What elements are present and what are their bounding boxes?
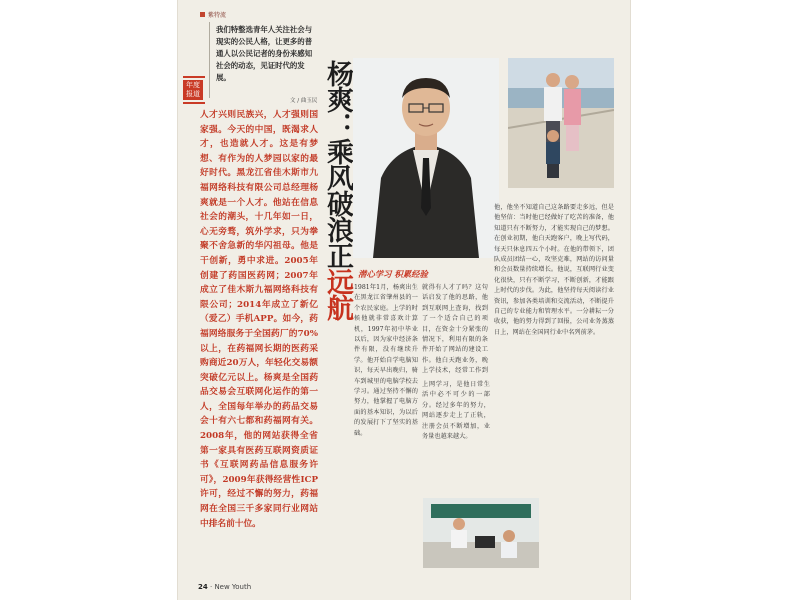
body-column-2: 就得有人才了吗？这句话启发了他的思路，他到互联网上查询，找到了一个适合自己的项目，在资金十分紧张的情况下，利用有限的条件开始了网站的建设工作。他白天跑业务，晚上学技术，经常工作到 [422, 284, 488, 375]
intro-text: 我们特整选青年人关注社会与现实的公民人格，让更多的普通人以公民记者的身份来感知社会的动态，见证时代的发展。 [216, 25, 313, 82]
section-subhead: 潜心学习 积累经验 [358, 269, 428, 279]
body-column-2b: 上网学习，是他日常生活中必不可少的一部分。经过多年的努力，网站逐步走上了正轨，注册会员不断增加，业务量也越来越大。 [422, 381, 490, 441]
title-accent: 远航 [322, 268, 353, 320]
office-photo [423, 498, 539, 568]
footer-separator: · [209, 583, 215, 591]
body-column-3: 他，他坐不知道自己这条路要走多远，但是他坚信：当时他已经做好了吃苦的准备，他知道只有不断努力，才能实现自己的梦想。在创业初期，他白天跑客户，晚上写代码，每天只休息四五个小时。在他的带领下，团队成员团结一心，攻坚克难，网站的访问量和会员数量持续增长。他说，互联网行业变化很快，只有不断学习，不断创新，才能跟上时代的步伐。为此，他坚持每天阅读行业资讯，参加各类培训和交流活动，不断提升自己的专业能力和管理水平。一分耕耘一分收获，他的努力得到了回报，公司业务蒸蒸日上，网站在全国同行业中名列前茅。 [494, 204, 614, 336]
title-main: 杨爽：乘风破浪正 [322, 60, 353, 268]
section-tag [200, 10, 226, 19]
section-label: 紫特流 [208, 12, 227, 19]
intro-author: 文 / 曲玉民 [290, 98, 318, 104]
badge-rule-top [183, 76, 205, 78]
badge-label: 年度 报道 [183, 80, 203, 100]
column-badge [183, 74, 205, 106]
magazine-name: New Youth [214, 583, 252, 591]
section-marker [200, 12, 205, 17]
badge-rule-bottom [183, 102, 205, 104]
intro-box [209, 22, 316, 98]
family-photo [508, 58, 614, 188]
red-lead-column: 人才兴则民族兴，人才强则国家强。今天的中国，既渴求人才，也造就人才。这是有梦想、有作为的人梦园以家的最好时代。黑龙江省佳木斯市九福网络科技有限公司总经理杨爽就是一个人才。他站在信息社会的潮头，十几年如一日，心无旁骛，筑外学求，只为拳聚不舍急新的华闪祖母。他是干创新，勇中求进。2005年创建了药国医药网；2007年成立了佳木斯九福网络科技有限公司；2014年成立了新亿（爱乙）手机APP。如今，药福网络服务于全国药厂的70%以上，在药福网长期的医药采购商近20万人，年轻化交易额突破亿元以上。杨爽是全国药品交易会互联网化运作的第一人，全国每年举办的药品交易会十有六七都和药福网有关。2008年，他的网站获得全省第一家具有医药互联网资质证书《互联网药品信息服务许可》，2009年获得经营性ICP许可，经过不懈的努力，药福网在全国三千多家同行业网站中排名前十位。 [200, 110, 318, 529]
page-footer [198, 583, 251, 591]
portrait-photo [353, 58, 499, 258]
article-title [320, 60, 354, 320]
magazine-page [178, 0, 630, 600]
page-number: 24 [198, 583, 208, 591]
body-column-1: 1981年1月，杨爽出生在黑龙江省肇州县的一个农民家庭。上学的时候他就非常喜欢计算机，1997年初中毕业以后，因为家中经济条件有限，没有继续升学。他开始自学电脑知识，每天早出晚归，骑车到城里的电脑学校去学习。通过坚持不懈的努力，他掌握了电脑方面的基本知识，为以后的发展打下了坚实的基础。 [354, 284, 418, 437]
